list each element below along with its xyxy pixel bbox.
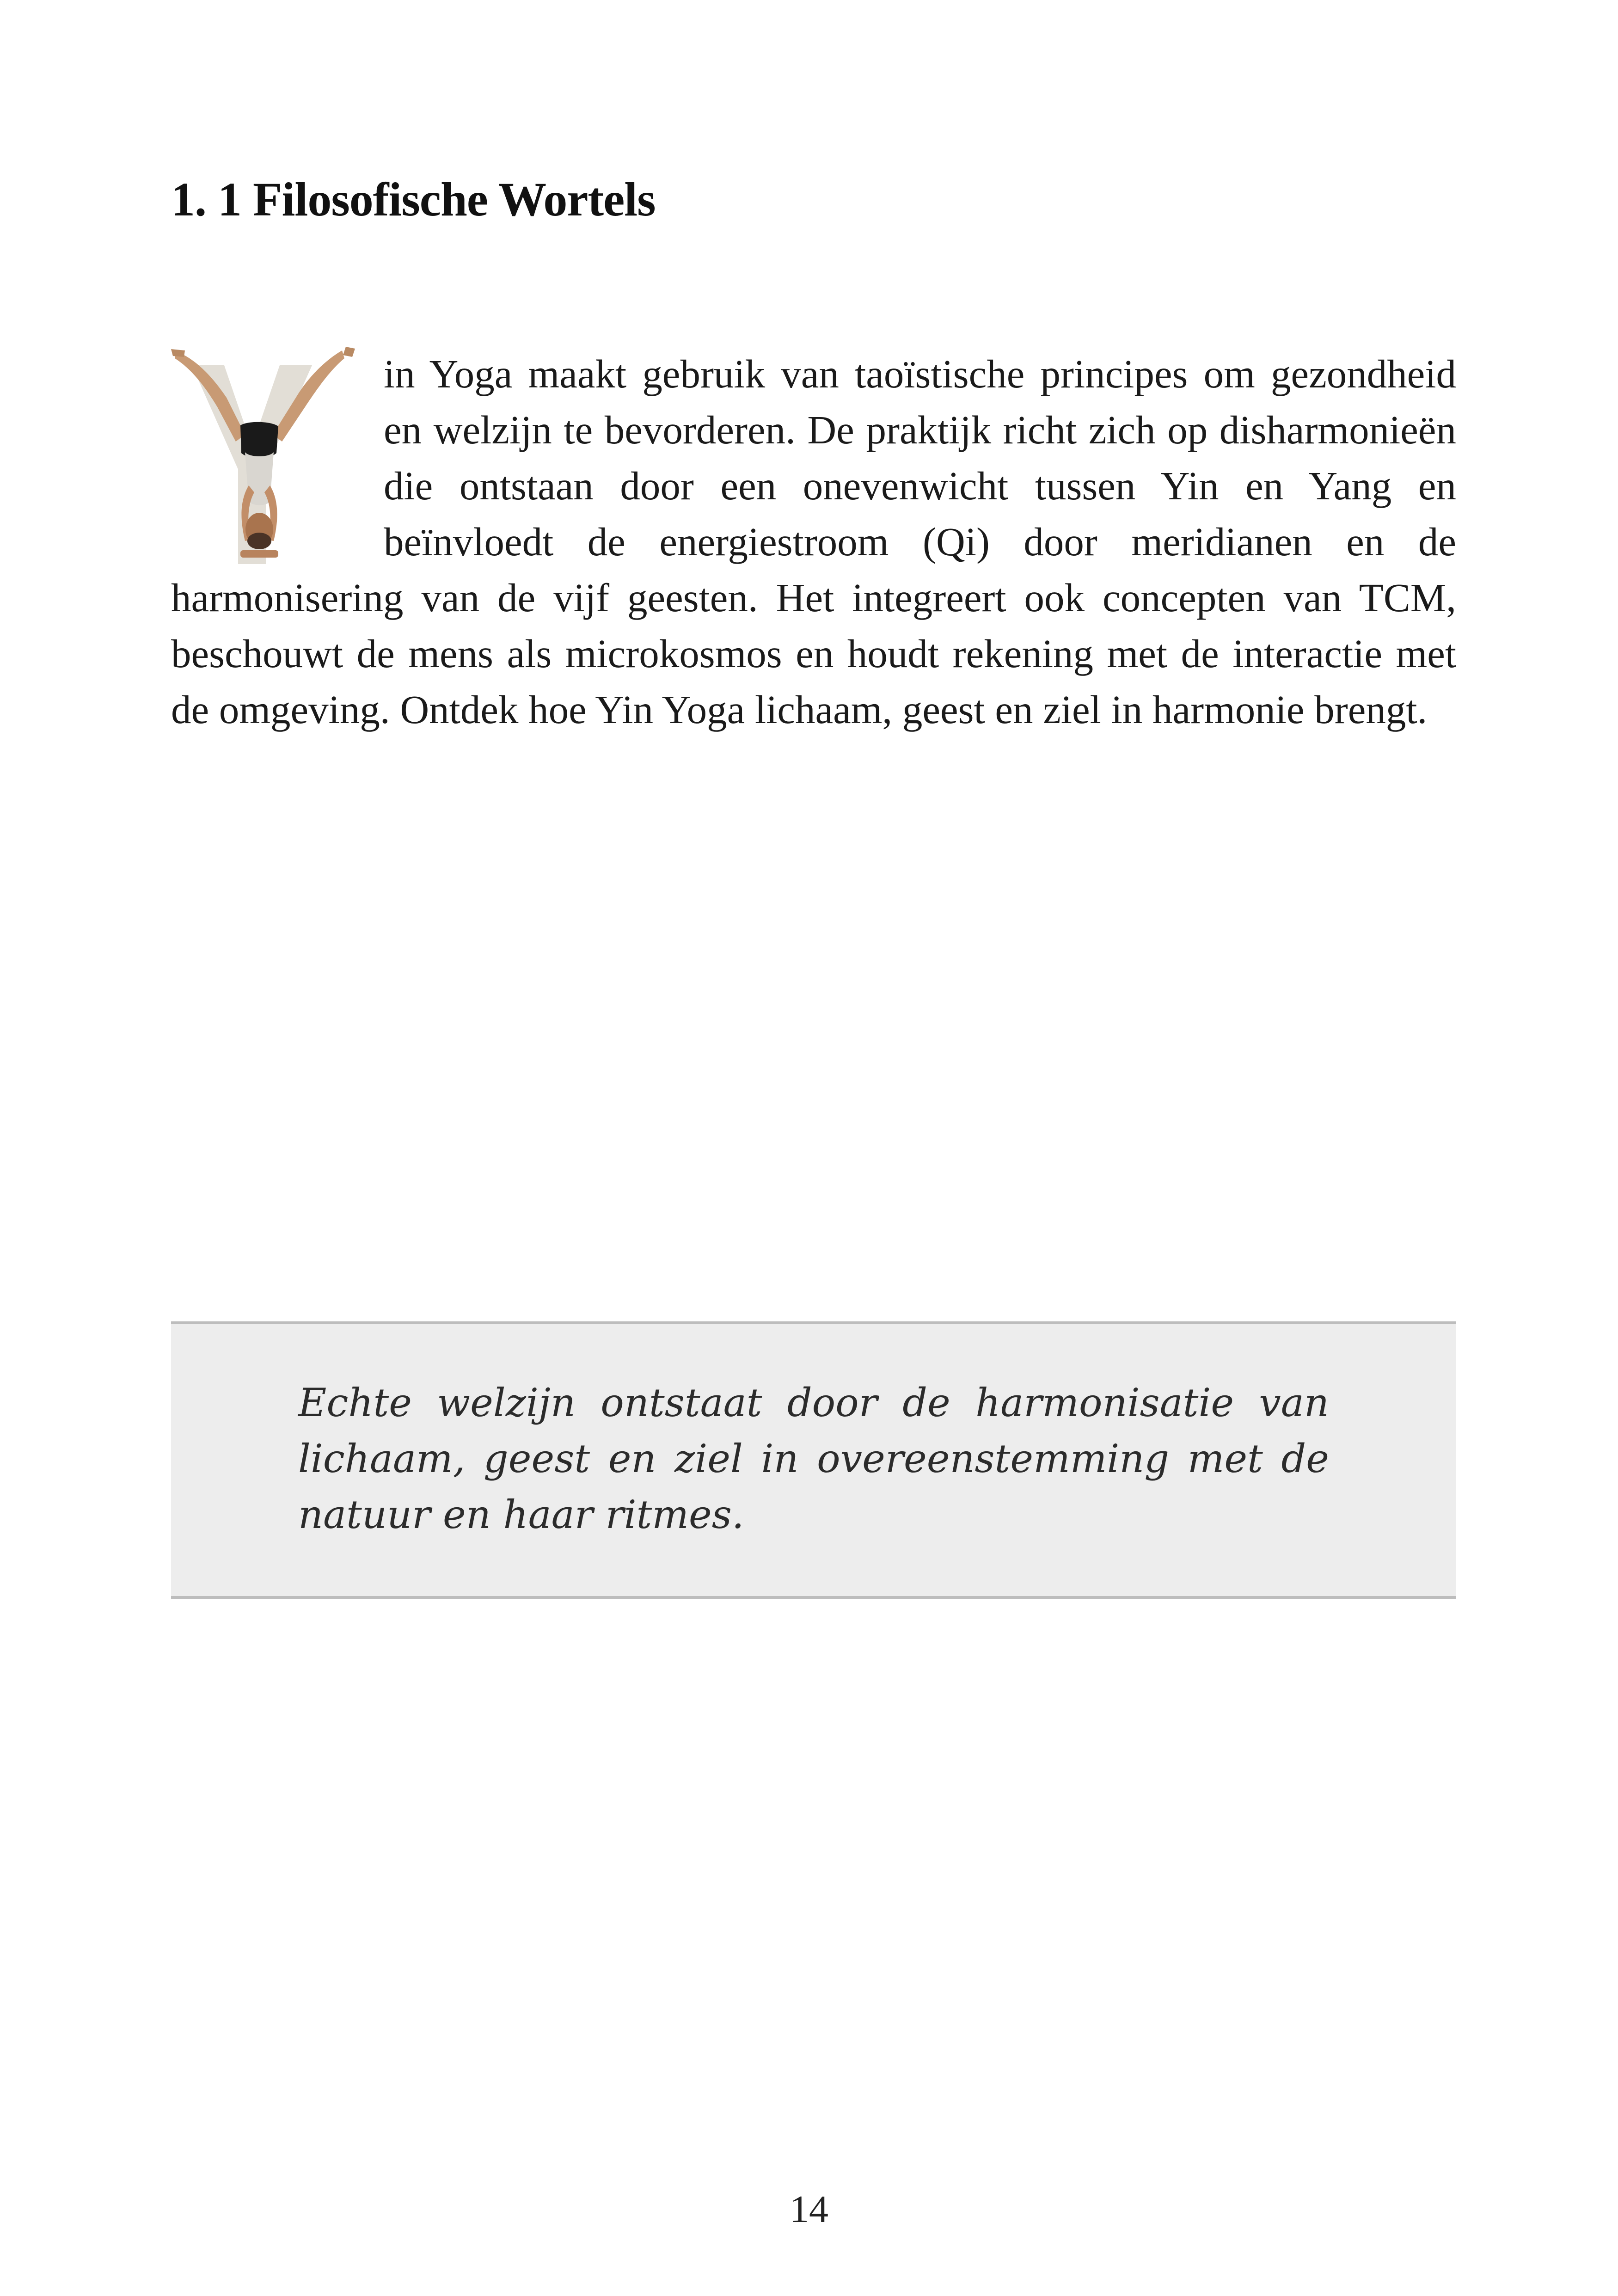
page-number: 14: [790, 2188, 828, 2231]
body-text: in Yoga maakt gebruik van taoïstische principes om gezondheid en welzijn te bevorderen. De praktijk richt zich op disharmonieën die ontstaan door een onevenwicht tussen Yin en Yang en beïnvloedt de energiestroom (Qi) door meridianen en de harmonisering van de vijf geesten. Het integreert ook concepten van TCM, beschouwt de mens als microkosmos en houdt rekening met de interactie met de omgeving. Ontdek hoe Yin Yoga lichaam, geest en ziel in harmonie brengt.: [171, 351, 1456, 732]
body-paragraph: [171, 346, 1456, 737]
yoga-handstand-figure-image: [171, 347, 356, 564]
section-heading: 1. 1 Filosofische Wortels: [171, 173, 656, 226]
pull-quote-box: [171, 1321, 1456, 1599]
dropcap-y-yoga-figure: [171, 347, 365, 564]
pull-quote-text: Echte welzijn ontstaat door de harmonisatie van lichaam, geest en ziel in overeenstemming met de natuur en haar ritmes.: [298, 1380, 1329, 1537]
